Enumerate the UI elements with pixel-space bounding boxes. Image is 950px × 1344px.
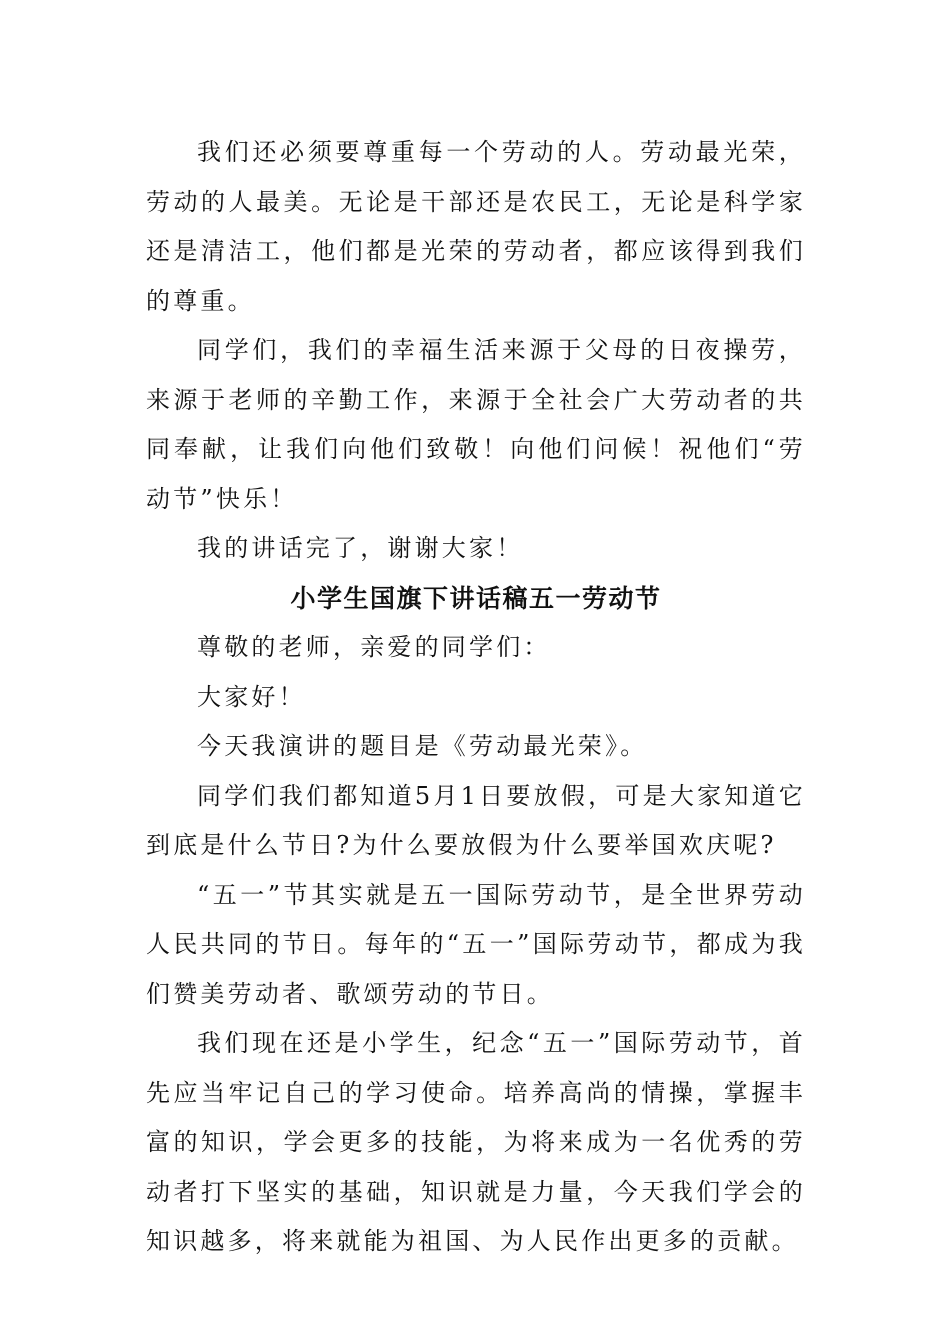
paragraph-closing: 我的讲话完了，谢谢大家！	[197, 534, 524, 562]
paragraph-gratitude: 同学们，我们的幸福生活来源于父母的日夜操劳，来源于老师的辛勤工作，来源于全社会广大劳动者的共同奉献，让我们向他们致敬！向他们问候！祝他们“劳动节”快乐！	[146, 336, 806, 513]
paragraph-labor-day-meaning: “五一”节其实就是五一国际劳动节，是全世界劳动人民共同的节日。每年的“五一”国际劳动节，都成为我们赞美劳动者、歌颂劳动的节日。	[146, 880, 806, 1008]
paragraph-student-mission: 我们现在还是小学生，纪念“五一”国际劳动节，首先应当牢记自己的学习使命。培养高尚的情操，掌握丰富的知识，学会更多的技能，为将来成为一名优秀的劳动者打下坚实的基础，知识就是力量，今天我们学会的知识越多，将来就能为祖国、为人民作出更多的贡献。	[146, 1029, 806, 1255]
paragraph-may-first-question: 同学们我们都知道5月1日要放假，可是大家知道它到底是什么节日?为什么要放假为什么要举国欢庆呢?	[146, 781, 806, 859]
paragraph-greeting: 大家好！	[197, 682, 306, 711]
speech-title: 小学生国旗下讲话稿五一劳动节	[290, 583, 662, 613]
paragraph-topic: 今天我演讲的题目是《劳动最光荣》。	[197, 732, 648, 760]
document-page	[146, 128, 806, 1267]
paragraph-respect-workers: 我们还必须要尊重每一个劳动的人。劳动最光荣，劳动的人最美。无论是干部还是农民工，无论是科学家还是清洁工，他们都是光荣的劳动者，都应该得到我们的尊重。	[146, 138, 806, 315]
paragraph-salutation: 尊敬的老师，亲爱的同学们：	[197, 633, 551, 661]
